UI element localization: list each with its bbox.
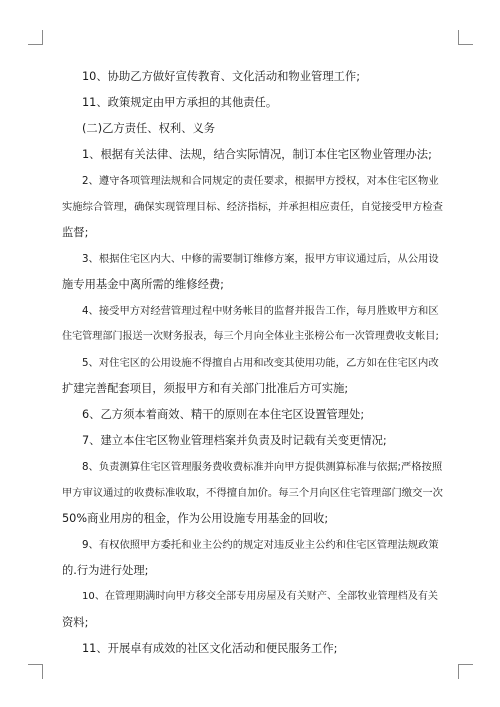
paragraph-line: 1、根据有关法律、法规，结合实际情况，制订本住宅区物业管理办法; bbox=[82, 148, 432, 161]
paragraph-line: 甲方审议通过的收费标准收取，不得擅自加价。每三个月向区住宅管理部门缴交一次 bbox=[62, 487, 443, 499]
crop-mark-bottom-right bbox=[458, 664, 473, 679]
paragraph-line: 监督; bbox=[62, 226, 89, 239]
paragraph-line: 施专用基金中离所需的维修经费; bbox=[62, 278, 224, 291]
paragraph-line: 10、协助乙方做好宣传教育、文化活动和物业管理工作; bbox=[82, 70, 361, 83]
paragraph-line: 实施综合管理，确保实现管理目标、经济指标，并承担相应责任，自觉接受甲方检查 bbox=[62, 201, 443, 213]
paragraph-line: 10、在管理期满时向甲方移交全部专用房屋及有关财产、全部牧业管理档及有关 bbox=[82, 591, 439, 602]
paragraph-line: 的.行为进行处理; bbox=[62, 564, 149, 577]
paragraph-line: 5、对住宅区的公用设施不得擅自占用和改变其使用功能，乙方如在住宅区内改 bbox=[82, 357, 439, 369]
paragraph-line: 4、接受甲方对经营管理过程中财务帐目的监督并报告工作，每月胜败甲方和区 bbox=[82, 305, 439, 317]
paragraph-line: 8、负责测算住宅区管理服务费收费标准并向甲方提供测算标准与依据;严格按照 bbox=[82, 461, 443, 473]
paragraph-line: 6、乙方须本着商效、精干的原则在本住宅区设置管理处; bbox=[82, 408, 365, 421]
crop-mark-top-left bbox=[28, 30, 43, 45]
paragraph-line: 资料; bbox=[62, 616, 89, 629]
paragraph-line: 11、政策规定由甲方承担的其他责任。 bbox=[82, 96, 278, 109]
crop-mark-bottom-left bbox=[28, 664, 43, 679]
paragraph-line: 3、根据住宅区内大、中修的需要制订维修方案，报甲方审议通过后，从公用设 bbox=[82, 253, 439, 265]
crop-mark-top-right bbox=[458, 30, 473, 45]
paragraph-line: 50%商业用房的租金，作为公用设施专用基金的回收; bbox=[62, 512, 329, 525]
paragraph-line: 11、开展卓有成效的社区文化活动和便民服务工作; bbox=[82, 642, 338, 655]
paragraph-line: 2、遵守各项管理法规和合同规定的责任要求，根据甲方授权，对本住宅区物业 bbox=[82, 175, 439, 187]
section-heading: (二)乙方责任、权利、义务 bbox=[82, 122, 216, 135]
paragraph-line: 扩建完善配套项目，须报甲方和有关部门批准后方可实施; bbox=[62, 382, 349, 395]
paragraph-line: 7、建立本住宅区物业管理档案并负责及时记载有关变更情况; bbox=[82, 434, 387, 447]
paragraph-line: 9、有权依照甲方委托和业主公约的规定对违反业主公约和住宅区管理法规政策 bbox=[82, 539, 439, 551]
paragraph-line: 住宅管理部门报送一次财务报表，每三个月向全体业主张榜公布一次管理费收支帐目; bbox=[62, 331, 439, 342]
